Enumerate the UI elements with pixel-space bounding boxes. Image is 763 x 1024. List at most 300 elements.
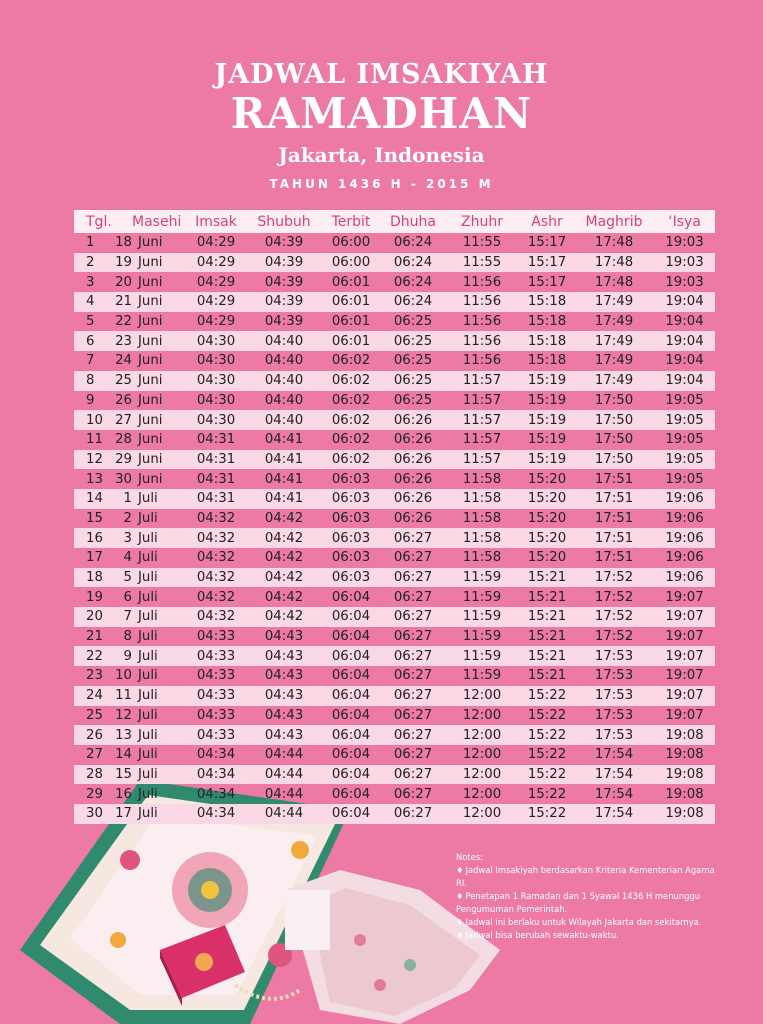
cell-month: Juli: [138, 648, 158, 664]
cell-dhuha: 06:27: [393, 668, 433, 684]
cell-tgl: 23: [86, 668, 103, 684]
cell-month: Juli: [138, 688, 158, 704]
note-text: Jadwal ini berlaku untuk Wilayah Jakarta dan sekitarnya.: [465, 917, 702, 927]
cell-month: Juli: [138, 589, 158, 605]
table-row: [74, 253, 715, 273]
cell-day: 2: [123, 510, 132, 526]
cell-isya: 19:06: [665, 570, 704, 586]
cell-isya: 19:08: [665, 806, 704, 822]
cell-ashr: 15:22: [527, 766, 567, 782]
cell-isya: 19:05: [665, 451, 704, 467]
bullet-icon: ♦: [456, 891, 464, 901]
cell-ashr: 15:20: [527, 550, 567, 566]
cell-terbit: 06:02: [331, 451, 371, 467]
cell-day: 6: [123, 589, 132, 605]
cell-terbit: 06:02: [331, 412, 371, 428]
cell-zhuhr: 11:58: [462, 550, 502, 566]
table-row: [74, 646, 715, 666]
cell-maghrib: 17:51: [594, 471, 634, 487]
cell-day: 8: [123, 629, 132, 645]
cell-zhuhr: 11:57: [462, 432, 502, 448]
cell-terbit: 06:04: [331, 648, 371, 664]
cell-imsak: 04:29: [196, 294, 236, 310]
table-row: [74, 745, 715, 765]
cell-dhuha: 06:27: [393, 727, 433, 743]
cell-maghrib: 17:54: [594, 786, 634, 802]
cell-tgl: 11: [86, 432, 103, 448]
cell-shubuh: 04:44: [264, 786, 304, 802]
cell-ashr: 15:21: [527, 589, 567, 605]
note-item: [456, 916, 726, 929]
cell-tgl: 4: [86, 294, 95, 310]
cell-month: Juni: [138, 412, 163, 428]
cell-terbit: 06:04: [331, 806, 371, 822]
cell-shubuh: 04:40: [264, 392, 304, 408]
cell-ashr: 15:19: [527, 432, 567, 448]
cell-day: 15: [115, 766, 132, 782]
bullet-icon: ♦: [456, 917, 464, 927]
cell-isya: 19:07: [665, 648, 704, 664]
cell-imsak: 04:32: [196, 609, 236, 625]
cell-terbit: 06:03: [331, 471, 371, 487]
cell-month: Juni: [138, 471, 163, 487]
cell-imsak: 04:33: [196, 648, 236, 664]
cell-day: 18: [115, 235, 132, 251]
cell-zhuhr: 11:56: [462, 294, 502, 310]
cell-imsak: 04:34: [196, 747, 236, 763]
table-row: [74, 351, 715, 371]
cell-isya: 19:03: [665, 255, 704, 271]
cell-shubuh: 04:43: [264, 727, 304, 743]
cell-month: Juli: [138, 550, 158, 566]
table-row: [74, 587, 715, 607]
cell-ashr: 15:18: [527, 353, 567, 369]
cell-maghrib: 17:48: [594, 255, 634, 271]
cell-maghrib: 17:53: [594, 648, 634, 664]
column-header-isya: ‘Isya: [668, 213, 701, 230]
cell-maghrib: 17:50: [594, 392, 634, 408]
cell-month: Juli: [138, 491, 158, 507]
cell-terbit: 06:02: [331, 373, 371, 389]
cell-isya: 19:08: [665, 727, 704, 743]
cell-isya: 19:07: [665, 609, 704, 625]
cell-month: Juni: [138, 432, 163, 448]
cell-shubuh: 04:42: [264, 609, 304, 625]
cell-imsak: 04:33: [196, 629, 236, 645]
cell-dhuha: 06:26: [393, 412, 433, 428]
cell-dhuha: 06:27: [393, 806, 433, 822]
cell-zhuhr: 11:56: [462, 333, 502, 349]
cell-dhuha: 06:27: [393, 629, 433, 645]
cell-month: Juli: [138, 629, 158, 645]
cell-dhuha: 06:26: [393, 451, 433, 467]
table-row: [74, 331, 715, 351]
cell-dhuha: 06:24: [393, 274, 433, 290]
cell-zhuhr: 11:59: [462, 570, 502, 586]
cell-tgl: 16: [86, 530, 103, 546]
cell-ashr: 15:21: [527, 629, 567, 645]
cell-dhuha: 06:25: [393, 333, 433, 349]
cell-ashr: 15:19: [527, 412, 567, 428]
cell-tgl: 10: [86, 412, 103, 428]
cell-tgl: 17: [86, 550, 103, 566]
table-row: [74, 233, 715, 253]
year-label: TAHUN 1436 H - 2015 M: [269, 177, 494, 191]
cell-dhuha: 06:27: [393, 648, 433, 664]
cell-maghrib: 17:49: [594, 294, 634, 310]
cell-dhuha: 06:27: [393, 570, 433, 586]
cell-month: Juli: [138, 530, 158, 546]
cell-ashr: 15:21: [527, 570, 567, 586]
cell-maghrib: 17:51: [594, 491, 634, 507]
cell-month: Juni: [138, 294, 163, 310]
cell-imsak: 04:31: [196, 491, 236, 507]
cell-ashr: 15:22: [527, 688, 567, 704]
cell-tgl: 15: [86, 510, 103, 526]
cell-day: 14: [115, 747, 132, 763]
cell-day: 4: [123, 550, 132, 566]
cell-terbit: 06:04: [331, 707, 371, 723]
cell-dhuha: 06:24: [393, 255, 433, 271]
cell-zhuhr: 11:59: [462, 648, 502, 664]
cell-day: 20: [115, 274, 132, 290]
column-header-terbit: Terbit: [331, 213, 371, 230]
column-header-dhuha: Dhuha: [390, 213, 436, 230]
cell-zhuhr: 11:59: [462, 629, 502, 645]
cell-day: 21: [115, 294, 132, 310]
cell-month: Juni: [138, 333, 163, 349]
cell-terbit: 06:01: [331, 314, 371, 330]
cell-day: 28: [115, 432, 132, 448]
note-text: Jadwal Imsakiyah berdasarkan Kriteria Kementerian Agama RI.: [456, 865, 715, 888]
cell-tgl: 7: [86, 353, 95, 369]
cell-terbit: 06:01: [331, 294, 371, 310]
cell-terbit: 06:03: [331, 510, 371, 526]
cell-ashr: 15:22: [527, 747, 567, 763]
cell-month: Juli: [138, 786, 158, 802]
cell-zhuhr: 12:00: [462, 786, 502, 802]
cell-imsak: 04:32: [196, 570, 236, 586]
cell-shubuh: 04:41: [264, 432, 304, 448]
cell-tgl: 13: [86, 471, 103, 487]
cell-month: Juni: [138, 274, 163, 290]
cell-ashr: 15:21: [527, 648, 567, 664]
cell-day: 17: [115, 806, 132, 822]
cell-month: Juli: [138, 766, 158, 782]
table-row: [74, 469, 715, 489]
column-header-ashr: Ashr: [531, 213, 563, 230]
cell-dhuha: 06:27: [393, 707, 433, 723]
cell-tgl: 6: [86, 333, 95, 349]
cell-maghrib: 17:50: [594, 412, 634, 428]
table-row: [74, 528, 715, 548]
cell-zhuhr: 11:58: [462, 471, 502, 487]
cell-shubuh: 04:44: [264, 806, 304, 822]
column-header-tgl: Tgl.: [86, 213, 112, 230]
note-item: [456, 864, 726, 890]
table-row: [74, 410, 715, 430]
cell-dhuha: 06:24: [393, 294, 433, 310]
cell-maghrib: 17:51: [594, 530, 634, 546]
table-row: [74, 804, 715, 824]
cell-shubuh: 04:43: [264, 707, 304, 723]
cell-month: Juni: [138, 451, 163, 467]
cell-zhuhr: 11:56: [462, 353, 502, 369]
cell-shubuh: 04:43: [264, 688, 304, 704]
cell-ashr: 15:18: [527, 333, 567, 349]
cell-month: Juni: [138, 353, 163, 369]
cell-month: Juli: [138, 570, 158, 586]
cell-zhuhr: 11:59: [462, 589, 502, 605]
cell-zhuhr: 12:00: [462, 688, 502, 704]
cell-isya: 19:03: [665, 274, 704, 290]
cell-imsak: 04:31: [196, 471, 236, 487]
cell-isya: 19:08: [665, 786, 704, 802]
cell-tgl: 25: [86, 707, 103, 723]
cell-zhuhr: 11:58: [462, 530, 502, 546]
note-text: Penetapan 1 Ramadan dan 1 Syawal 1436 H menunggu Pengumuman Pemerintah.: [456, 891, 701, 914]
cell-shubuh: 04:39: [264, 255, 304, 271]
cell-day: 27: [115, 412, 132, 428]
cell-month: Juni: [138, 255, 163, 271]
cell-day: 7: [123, 609, 132, 625]
cell-imsak: 04:32: [196, 589, 236, 605]
cell-ashr: 15:19: [527, 451, 567, 467]
cell-day: 26: [115, 392, 132, 408]
cell-tgl: 8: [86, 373, 95, 389]
cell-isya: 19:07: [665, 668, 704, 684]
cell-dhuha: 06:27: [393, 688, 433, 704]
cell-tgl: 5: [86, 314, 95, 330]
cell-ashr: 15:21: [527, 668, 567, 684]
table-row: [74, 568, 715, 588]
cell-terbit: 06:04: [331, 786, 371, 802]
cell-terbit: 06:03: [331, 550, 371, 566]
cell-terbit: 06:00: [331, 235, 371, 251]
cell-ashr: 15:18: [527, 294, 567, 310]
cell-shubuh: 04:41: [264, 451, 304, 467]
table-row: [74, 686, 715, 706]
cell-isya: 19:04: [665, 314, 704, 330]
cell-isya: 19:08: [665, 747, 704, 763]
cell-day: 9: [123, 648, 132, 664]
bullet-icon: ♦: [456, 865, 464, 875]
cell-ashr: 15:22: [527, 707, 567, 723]
cell-dhuha: 06:26: [393, 510, 433, 526]
cell-isya: 19:06: [665, 491, 704, 507]
cell-dhuha: 06:26: [393, 471, 433, 487]
cell-shubuh: 04:42: [264, 550, 304, 566]
cell-maghrib: 17:48: [594, 235, 634, 251]
cell-terbit: 06:04: [331, 609, 371, 625]
cell-zhuhr: 11:57: [462, 392, 502, 408]
cell-tgl: 24: [86, 688, 103, 704]
cell-tgl: 30: [86, 806, 103, 822]
cell-terbit: 06:00: [331, 255, 371, 271]
cell-imsak: 04:30: [196, 412, 236, 428]
cell-terbit: 06:02: [331, 353, 371, 369]
table-row: [74, 272, 715, 292]
cell-ashr: 15:20: [527, 471, 567, 487]
column-header-shubuh: Shubuh: [257, 213, 311, 230]
cell-zhuhr: 11:58: [462, 510, 502, 526]
cell-imsak: 04:33: [196, 668, 236, 684]
cell-imsak: 04:34: [196, 786, 236, 802]
cell-maghrib: 17:48: [594, 274, 634, 290]
cell-shubuh: 04:44: [264, 766, 304, 782]
cell-month: Juli: [138, 668, 158, 684]
cell-day: 13: [115, 727, 132, 743]
table-row: [74, 627, 715, 647]
cell-isya: 19:04: [665, 373, 704, 389]
table-row: [74, 391, 715, 411]
cell-isya: 19:05: [665, 412, 704, 428]
cell-zhuhr: 11:56: [462, 314, 502, 330]
cell-terbit: 06:04: [331, 668, 371, 684]
table-row: [74, 430, 715, 450]
cell-ashr: 15:19: [527, 392, 567, 408]
cell-isya: 19:08: [665, 766, 704, 782]
table-row: [74, 509, 715, 529]
table-row: [74, 292, 715, 312]
cell-shubuh: 04:39: [264, 314, 304, 330]
cell-isya: 19:07: [665, 629, 704, 645]
cell-dhuha: 06:26: [393, 491, 433, 507]
cell-tgl: 3: [86, 274, 95, 290]
cell-imsak: 04:33: [196, 727, 236, 743]
cell-isya: 19:06: [665, 510, 704, 526]
cell-tgl: 19: [86, 589, 103, 605]
note-item: [456, 890, 726, 916]
cell-shubuh: 04:44: [264, 747, 304, 763]
cell-day: 10: [115, 668, 132, 684]
cell-tgl: 1: [86, 235, 95, 251]
table-row: [74, 548, 715, 568]
cell-dhuha: 06:25: [393, 392, 433, 408]
bullet-icon: ♦: [456, 930, 464, 940]
cell-shubuh: 04:42: [264, 510, 304, 526]
cell-zhuhr: 12:00: [462, 766, 502, 782]
cell-dhuha: 06:25: [393, 373, 433, 389]
cell-tgl: 14: [86, 491, 103, 507]
cell-dhuha: 06:27: [393, 766, 433, 782]
cell-zhuhr: 11:59: [462, 668, 502, 684]
cell-month: Juli: [138, 707, 158, 723]
cell-zhuhr: 12:00: [462, 727, 502, 743]
cell-dhuha: 06:27: [393, 786, 433, 802]
cell-imsak: 04:29: [196, 314, 236, 330]
cell-terbit: 06:02: [331, 432, 371, 448]
location-subtitle: Jakarta, Indonesia: [278, 143, 485, 167]
cell-tgl: 20: [86, 609, 103, 625]
cell-ashr: 15:20: [527, 510, 567, 526]
cell-zhuhr: 11:57: [462, 373, 502, 389]
cell-maghrib: 17:52: [594, 629, 634, 645]
cell-shubuh: 04:42: [264, 589, 304, 605]
cell-day: 24: [115, 353, 132, 369]
table-body: [74, 233, 715, 824]
cell-month: Juli: [138, 806, 158, 822]
column-header-zhuhr: Zhuhr: [461, 213, 503, 230]
cell-month: Juni: [138, 314, 163, 330]
column-header-masehi: Masehi: [132, 213, 182, 230]
cell-day: 16: [115, 786, 132, 802]
cell-imsak: 04:33: [196, 707, 236, 723]
cell-isya: 19:07: [665, 688, 704, 704]
cell-imsak: 04:34: [196, 766, 236, 782]
cell-isya: 19:06: [665, 550, 704, 566]
cell-day: 1: [123, 491, 132, 507]
cell-ashr: 15:22: [527, 727, 567, 743]
header: [0, 58, 763, 192]
cell-imsak: 04:34: [196, 806, 236, 822]
cell-zhuhr: 11:56: [462, 274, 502, 290]
cell-isya: 19:04: [665, 294, 704, 310]
column-header-imsak: Imsak: [195, 213, 237, 230]
note-text: Jadwal bisa berubah sewaktu-waktu.: [465, 930, 619, 940]
cell-tgl: 2: [86, 255, 95, 271]
cell-isya: 19:04: [665, 333, 704, 349]
cell-isya: 19:05: [665, 392, 704, 408]
cell-maghrib: 17:51: [594, 510, 634, 526]
cell-tgl: 26: [86, 727, 103, 743]
cell-zhuhr: 11:57: [462, 451, 502, 467]
cell-day: 25: [115, 373, 132, 389]
cell-terbit: 06:04: [331, 629, 371, 645]
cell-dhuha: 06:27: [393, 530, 433, 546]
cell-zhuhr: 11:55: [462, 235, 502, 251]
title-line-1: JADWAL IMSAKIYAH: [214, 59, 549, 90]
cell-tgl: 29: [86, 786, 103, 802]
cell-ashr: 15:17: [527, 235, 567, 251]
cell-maghrib: 17:50: [594, 451, 634, 467]
table-row: [74, 312, 715, 332]
cell-day: 19: [115, 255, 132, 271]
cell-isya: 19:05: [665, 432, 704, 448]
cell-tgl: 28: [86, 766, 103, 782]
cell-dhuha: 06:24: [393, 235, 433, 251]
table-row: [74, 784, 715, 804]
cell-shubuh: 04:43: [264, 629, 304, 645]
cell-terbit: 06:03: [331, 530, 371, 546]
cell-shubuh: 04:40: [264, 333, 304, 349]
cell-ashr: 15:22: [527, 786, 567, 802]
title-line-2: RAMADHAN: [230, 89, 533, 138]
cell-ashr: 15:22: [527, 806, 567, 822]
cell-month: Juni: [138, 373, 163, 389]
cell-tgl: 12: [86, 451, 103, 467]
cell-tgl: 18: [86, 570, 103, 586]
cell-terbit: 06:03: [331, 570, 371, 586]
table-row: [74, 666, 715, 686]
cell-isya: 19:07: [665, 589, 704, 605]
cell-maghrib: 17:54: [594, 766, 634, 782]
cell-maghrib: 17:53: [594, 668, 634, 684]
cell-dhuha: 06:25: [393, 353, 433, 369]
cell-imsak: 04:33: [196, 688, 236, 704]
cell-maghrib: 17:53: [594, 707, 634, 723]
cell-terbit: 06:04: [331, 589, 371, 605]
table-row: [74, 371, 715, 391]
cell-shubuh: 04:39: [264, 274, 304, 290]
cell-imsak: 04:32: [196, 530, 236, 546]
cell-maghrib: 17:53: [594, 688, 634, 704]
notes-heading: Notes:: [456, 852, 484, 862]
cell-terbit: 06:02: [331, 392, 371, 408]
cell-imsak: 04:31: [196, 451, 236, 467]
cell-dhuha: 06:27: [393, 609, 433, 625]
cell-shubuh: 04:39: [264, 235, 304, 251]
